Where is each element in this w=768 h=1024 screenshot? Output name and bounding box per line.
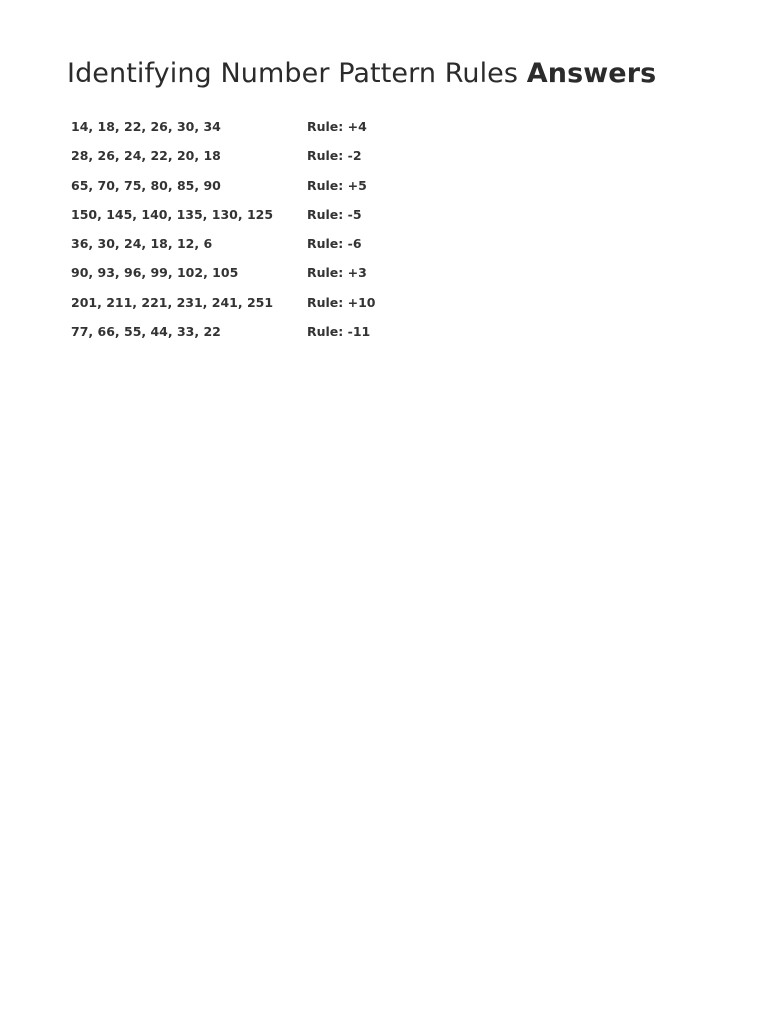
- answer-row: [71, 117, 471, 146]
- number-sequence: 77, 66, 55, 44, 33, 22: [71, 324, 221, 340]
- pattern-rule: Rule: -2: [307, 148, 362, 164]
- answer-row: [71, 234, 471, 263]
- number-sequence: 65, 70, 75, 80, 85, 90: [71, 177, 221, 193]
- answer-row: [71, 293, 471, 322]
- pattern-rule: Rule: -11: [307, 324, 371, 340]
- number-sequence: 14, 18, 22, 26, 30, 34: [71, 119, 221, 134]
- answers-list: [71, 117, 471, 351]
- number-sequence: 28, 26, 24, 22, 20, 18: [71, 148, 221, 164]
- pattern-rule: Rule: +4: [307, 119, 367, 134]
- number-sequence: 150, 145, 140, 135, 130, 125: [71, 206, 274, 222]
- answer-row: [71, 263, 471, 292]
- title-regular: Identifying Number Pattern Rules: [67, 58, 519, 89]
- number-sequence: 201, 211, 221, 231, 241, 251: [71, 294, 274, 310]
- pattern-rule: Rule: -5: [307, 206, 362, 222]
- title-bold: Answers: [526, 58, 657, 89]
- answer-row: [71, 205, 471, 234]
- pattern-rule: Rule: +5: [307, 177, 367, 193]
- pattern-rule: Rule: -6: [307, 236, 362, 252]
- pattern-rule: Rule: +3: [307, 265, 367, 281]
- pattern-rule: Rule: +10: [307, 294, 376, 310]
- page-title: [67, 58, 656, 89]
- answer-row: [71, 176, 471, 205]
- number-sequence: 36, 30, 24, 18, 12, 6: [71, 236, 213, 252]
- answer-row: [71, 146, 471, 175]
- number-sequence: 90, 93, 96, 99, 102, 105: [71, 265, 239, 281]
- answer-row: [71, 322, 471, 351]
